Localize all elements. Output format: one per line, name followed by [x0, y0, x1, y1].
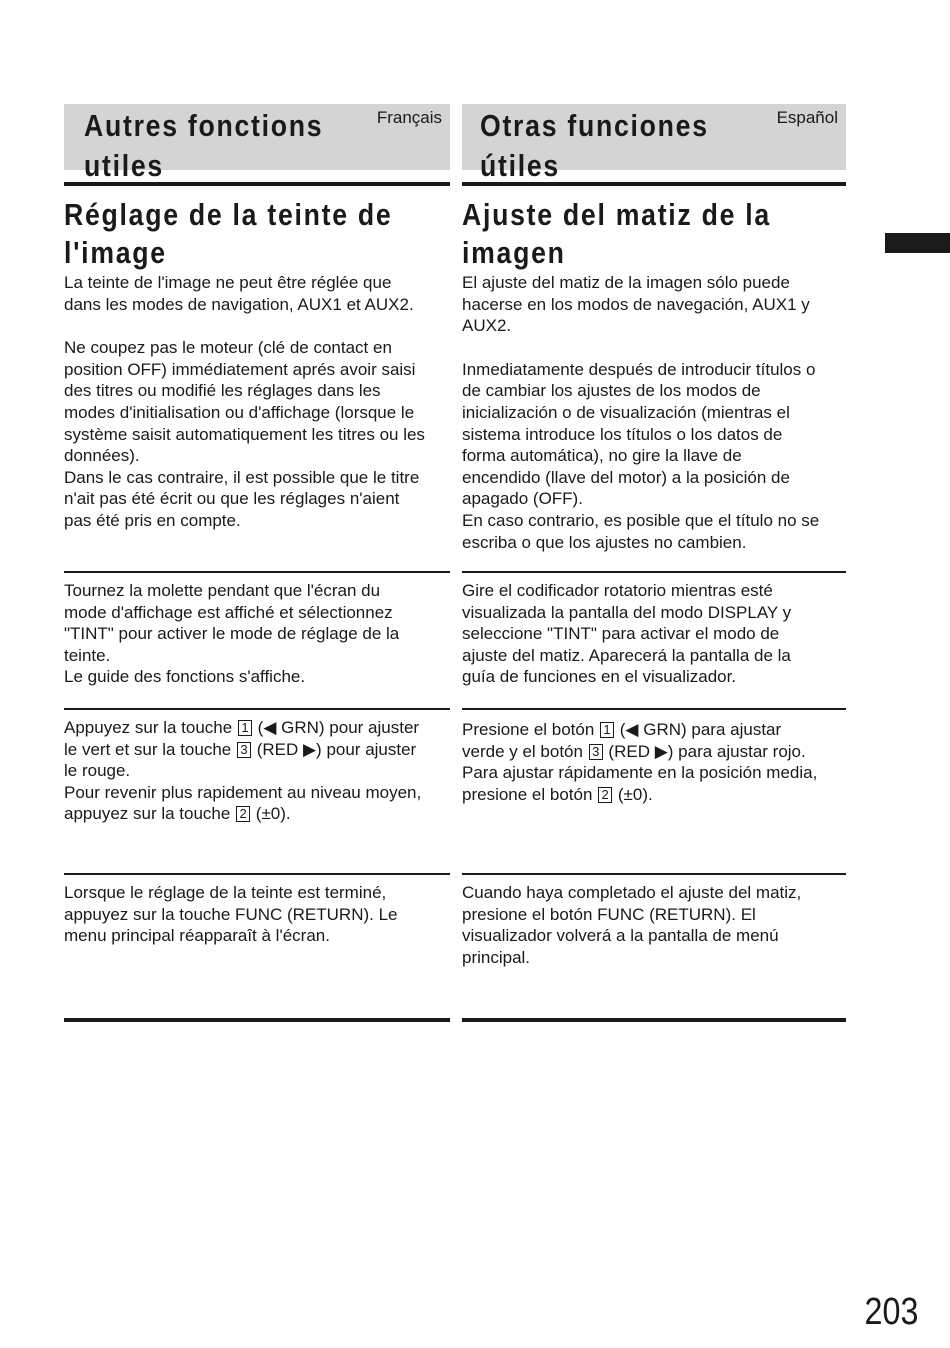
text-line: inicialización o de visualización (mientras el	[462, 402, 790, 422]
text-span: (◀ GRN) para ajustar	[615, 720, 782, 739]
section-header-es	[462, 104, 846, 183]
key-2-icon: 2	[598, 787, 612, 803]
text-line: AUX2.	[462, 316, 512, 336]
text-line: Cuando haya completado el ajuste del matiz,	[462, 883, 802, 902]
header-title-fr	[84, 106, 368, 186]
key-1-icon: 1	[238, 720, 252, 736]
step-3-es	[462, 882, 846, 968]
text-line: El ajuste del matiz de la imagen sólo puede	[462, 273, 790, 292]
text-line: ajuste del matiz. Aparecerá la pantalla de la	[462, 645, 791, 665]
french-column	[64, 104, 450, 946]
text-line	[462, 719, 846, 741]
step-1-fr	[64, 580, 450, 688]
key-3-icon: 3	[237, 742, 251, 758]
text-line	[64, 739, 450, 761]
header-title-line1: Autres fonctions	[84, 108, 324, 143]
step-divider	[462, 571, 846, 573]
text-line: apagado (OFF).	[462, 489, 583, 509]
header-title-line2: útiles	[480, 148, 560, 183]
step-divider	[64, 571, 450, 573]
text-line: hacerse en los modos de navegación, AUX1 y	[462, 294, 810, 314]
step-divider	[462, 708, 846, 710]
text-line: système saisit automatiquement les titres ou les	[64, 424, 425, 444]
text-span: appuyez sur la touche	[64, 804, 236, 824]
step-divider	[462, 873, 846, 875]
step-divider	[64, 708, 450, 710]
step-2-fr	[64, 717, 450, 825]
text-line: principal.	[462, 947, 531, 967]
text-span: le vert et sur la touche	[64, 739, 236, 759]
text-line: guía de funciones en el visualizador.	[462, 667, 737, 687]
text-line	[64, 803, 450, 825]
step-divider	[64, 873, 450, 875]
text-line: n'ait pas été écrit ou que les réglages n'aient	[64, 489, 400, 509]
text-line: encendido (llave del motor) a la posición de	[462, 467, 790, 487]
text-line: presione el botón FUNC (RETURN). El	[462, 904, 756, 924]
text-line: position OFF) immédiatement aprés avoir saisi	[64, 359, 416, 379]
language-label-fr: Français	[376, 108, 442, 127]
key-1-icon: 1	[600, 722, 614, 738]
text-line	[462, 741, 846, 763]
text-line: de cambiar los ajustes de los modos de	[462, 381, 761, 401]
key-2-icon: 2	[236, 806, 250, 822]
section-title-line1: Réglage de la teinte de	[64, 197, 393, 232]
text-line: dans les modes de navigation, AUX1 et AUX2.	[64, 294, 414, 314]
end-rule-es	[462, 1018, 846, 1022]
text-line: visualizada la pantalla del modo DISPLAY y	[462, 602, 792, 622]
text-line: "TINT" pour activer le mode de réglage de la	[64, 624, 400, 644]
text-line: En caso contrario, es posible que el título no se	[462, 510, 820, 530]
text-span: (RED ▶) para ajustar rojo.	[603, 741, 806, 761]
text-line: Gire el codificador rotatorio mientras esté	[462, 581, 773, 600]
end-rule-fr	[64, 1018, 450, 1022]
language-label-es: Español	[776, 108, 838, 127]
text-line: Pour revenir plus rapidement au niveau moyen,	[64, 782, 422, 802]
header-title-line2: utiles	[84, 148, 164, 183]
step-2-es	[462, 719, 846, 805]
text-line: mode d'affichage est affiché et sélectionnez	[64, 602, 393, 622]
text-line: données).	[64, 446, 140, 466]
text-line: Ne coupez pas le moteur (clé de contact en	[64, 338, 392, 358]
text-line: teinte.	[64, 645, 111, 665]
text-line: seleccione "TINT" para activar el modo de	[462, 624, 780, 644]
text-line: La teinte de l'image ne peut être réglée que	[64, 273, 392, 292]
text-line: Lorsque le réglage de la teinte est terminé,	[64, 883, 387, 902]
section-header-fr	[64, 104, 450, 183]
text-line: menu principal réapparaît à l'écran.	[64, 926, 330, 946]
spanish-column	[462, 104, 846, 967]
step-1-es	[462, 580, 846, 688]
section-title-fr	[64, 196, 451, 272]
text-line: Tournez la molette pendant que l'écran du	[64, 581, 381, 600]
text-line: des titres ou modifié les réglages dans les	[64, 381, 381, 401]
page-number: 203	[864, 1291, 918, 1333]
text-line: Para ajustar rápidamente en la posición media,	[462, 763, 818, 783]
text-line: pas été pris en compte.	[64, 510, 241, 530]
text-line	[64, 717, 450, 739]
section-title-line1: Ajuste del matiz de la	[462, 197, 771, 232]
section-title-line2: l'image	[64, 235, 167, 270]
warning-paragraph-es	[462, 359, 846, 553]
section-title-es	[462, 196, 849, 272]
section-title-line2: imagen	[462, 235, 566, 270]
text-line	[462, 784, 846, 806]
intro-paragraph-fr	[64, 272, 450, 315]
text-line: escriba o que los ajustes no cambien.	[462, 532, 747, 552]
warning-paragraph-fr	[64, 337, 450, 531]
intro-paragraph-es	[462, 272, 846, 337]
text-span: (±0).	[613, 784, 653, 804]
text-line: sistema introduce los títulos o los datos de	[462, 424, 783, 444]
step-3-fr	[64, 882, 450, 947]
text-span: verde y el botón	[462, 741, 588, 761]
header-title-es	[480, 106, 764, 186]
text-span: (RED ▶) pour ajuster	[251, 739, 417, 759]
text-span: (±0).	[251, 804, 291, 824]
text-line: Le guide des fonctions s'affiche.	[64, 667, 306, 687]
header-title-line1: Otras funciones	[480, 108, 709, 143]
text-span: Appuyez sur la touche	[64, 718, 237, 737]
text-line: modes d'initialisation ou d'affichage (lorsque le	[64, 402, 415, 422]
text-span: Presione el botón	[462, 720, 600, 739]
text-line: le rouge.	[64, 761, 131, 781]
text-line: Inmediatamente después de introducir títulos o	[462, 359, 816, 379]
text-line: Dans le cas contraire, il est possible que le titre	[64, 467, 420, 487]
text-span: (◀ GRN) pour ajuster	[252, 718, 420, 737]
text-line: visualizador volverá a la pantalla de menú	[462, 926, 779, 946]
chapter-tab-marker	[885, 233, 950, 253]
key-3-icon: 3	[589, 744, 603, 760]
text-span: presione el botón	[462, 784, 598, 804]
text-line: forma automática), no gire la llave de	[462, 446, 742, 466]
text-line: appuyez sur la touche FUNC (RETURN). Le	[64, 904, 398, 924]
